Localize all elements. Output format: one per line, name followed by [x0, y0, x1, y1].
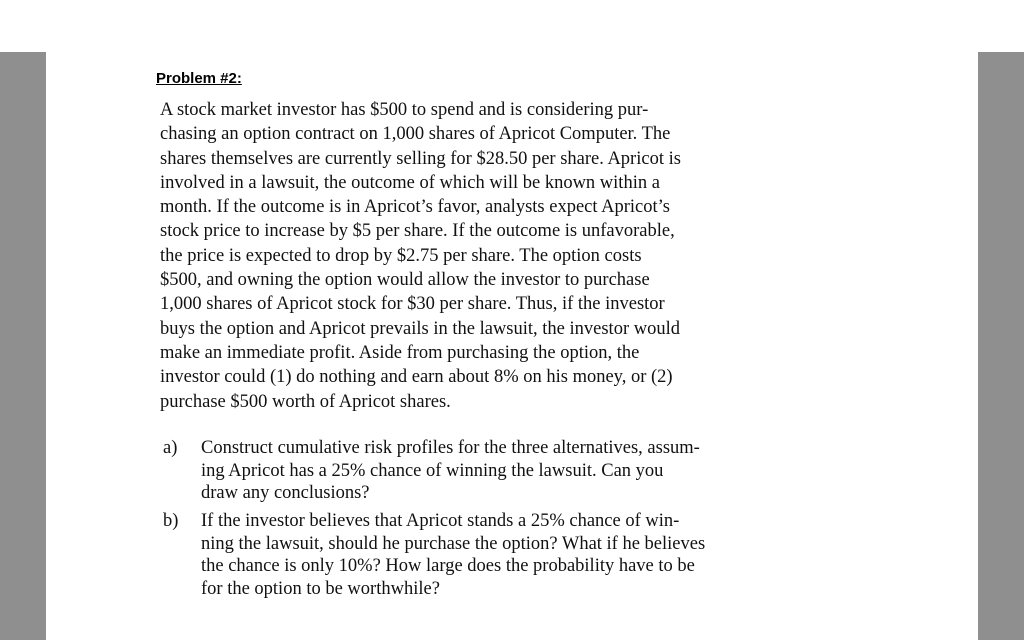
question-line: Construct cumulative risk profiles for the three alternatives, assum- — [201, 438, 700, 458]
question-line: ning the lawsuit, should he purchase the option? What if he believes — [201, 533, 706, 554]
question-line: If the investor believes that Apricot stands a 25% chance of win- — [201, 511, 680, 531]
question-text — [201, 437, 821, 505]
document-page — [46, 52, 978, 640]
question-line: draw any conclusions? — [201, 483, 370, 503]
paragraph-line: stock price to increase by $5 per share. If the outcome is unfavorable, — [160, 221, 675, 242]
paragraph-line: the price is expected to drop by $2.75 per share. The option costs — [160, 245, 642, 266]
paragraph-line: $500, and owning the option would allow the investor to purchase — [160, 270, 650, 291]
question-text — [201, 510, 821, 600]
paragraph-line: involved in a lawsuit, the outcome of which will be known within a — [160, 172, 660, 193]
paragraph-line: month. If the outcome is in Apricot’s favor, analysts expect Apricot’s — [160, 197, 670, 218]
paragraph-line: investor could (1) do nothing and earn about 8% on his money, or (2) — [160, 367, 673, 388]
problem-heading: Problem #2: — [156, 70, 242, 87]
paragraph-line: buys the option and Apricot prevails in the lawsuit, the investor would — [160, 318, 680, 339]
question-line: for the option to be worthwhile? — [201, 578, 440, 599]
paragraph-line: make an immediate profit. Aside from purchasing the option, the — [160, 342, 640, 363]
problem-paragraph — [160, 98, 810, 414]
left-page-margin — [0, 52, 46, 640]
paragraph-line: shares themselves are currently selling for $28.50 per share. Apricot is — [160, 148, 681, 169]
question-marker: b) — [163, 511, 179, 531]
right-page-margin — [978, 52, 1024, 640]
paragraph-line: 1,000 shares of Apricot stock for $30 per share. Thus, if the investor — [160, 294, 665, 315]
paragraph-line: chasing an option contract on 1,000 shares of Apricot Computer. The — [160, 124, 671, 145]
question-line: ing Apricot has a 25% chance of winning the lawsuit. Can you — [201, 460, 664, 481]
question-marker: a) — [163, 438, 178, 458]
paragraph-line: A stock market investor has $500 to spend and is considering pur- — [160, 100, 649, 120]
question-line: the chance is only 10%? How large does the probability have to be — [201, 556, 695, 576]
paragraph-line: purchase $500 worth of Apricot shares. — [160, 391, 451, 412]
